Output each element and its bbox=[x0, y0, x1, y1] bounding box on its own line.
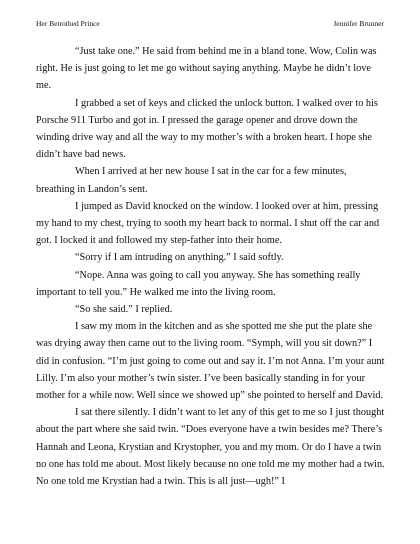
author-name: Jennifer Brunner bbox=[333, 19, 384, 28]
paragraph: “Just take one.” He said from behind me in a bland tone. Wow, Colin was right. He is just going to let me go without saying anything. Maybe he didn’t love me. bbox=[36, 46, 377, 92]
running-header bbox=[36, 18, 384, 30]
paragraph: “So she said.” I replied. bbox=[75, 304, 173, 316]
paragraph: When I arrived at her new house I sat in the car for a few minutes, breathing in Landon’s sent. bbox=[36, 166, 347, 195]
paragraph: I sat there silently. I didn’t want to let any of this get to me so I just thought about the part where she said twin. “Does everyone have a twin besides me? There’s Hannah and Leona, Krystian and Krystopher, you and my mom. Or do I have a twin no one has told me about. Most likely because no one told me my mother had a twin. No one told me Krystian had a twin. This is all just—ugh!” I bbox=[36, 407, 385, 488]
paragraph: “Sorry if I am intruding on anything.” I said softly. bbox=[75, 252, 284, 264]
paragraph: I jumped as David knocked on the window. I looked over at him, pressing my hand to my chest, trying to sooth my heart back to normal. I shut off the car and got. I locked it and followed my step-father into their home. bbox=[36, 200, 380, 247]
paragraph: I saw my mom in the kitchen and as she spotted me she put the plate she was drying away then came out to the living room. “Symph, will you sit down?” I did in confusion. “I’m just going to come out and say it. I’m not Anna. I’m your aunt Lilly. I’m also your mother’s twin sister. I’ve been basically standing in for your mother for a while now. Well since we showed up” she pointed to herself and David. bbox=[36, 321, 385, 402]
book-title: Her Betrothed Prince bbox=[36, 19, 100, 28]
paragraph: I grabbed a set of keys and clicked the unlock button. I walked over to his Porsche 911 Turbo and got in. I pressed the garage opener and drove down the winding drive way and all the way to my mother’s with a broken heart. I hope she didn’t have bad news. bbox=[36, 97, 378, 161]
body-text bbox=[36, 43, 385, 490]
paragraph: “Nope. Anna was going to call you anyway. She has something really important to tell you.” He walked me into the living room. bbox=[36, 269, 361, 298]
